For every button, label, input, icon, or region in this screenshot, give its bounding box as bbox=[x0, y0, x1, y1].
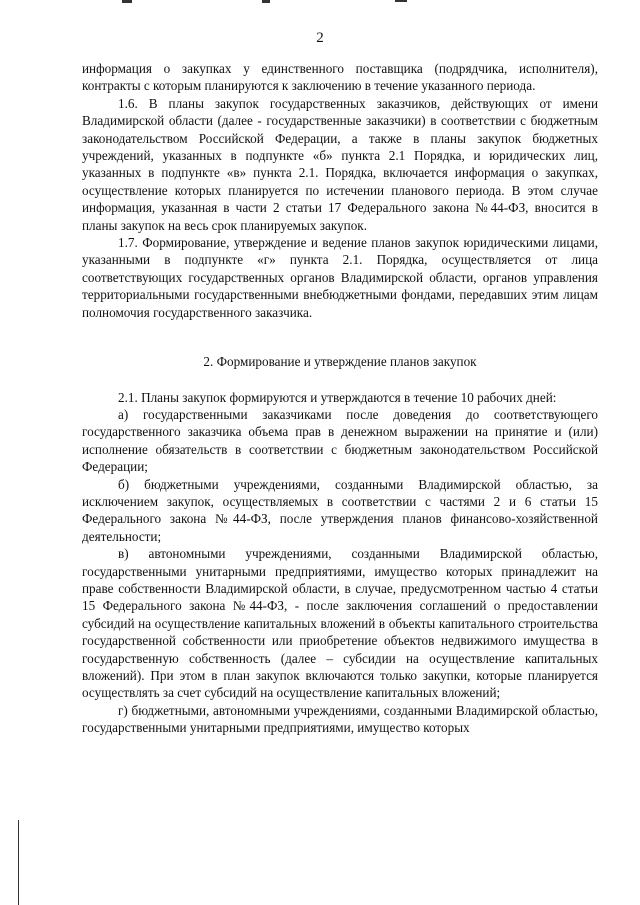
paragraph: 2.1. Планы закупок формируются и утверждаются в течение 10 рабочих дней: bbox=[118, 389, 557, 405]
section-heading: 2. Формирование и утверждение планов закупок bbox=[203, 354, 477, 370]
paragraph: 1.6. В планы закупок государственных заказчиков, действующих от имени Владимирской области (далее - государственные заказчики) в соответствии с бюджетным законодательством Российской Федерации, а также в планы закупок бюджетных учреждений, указанных в подпункте «б» пункта 2.1 Порядка, и юридических лиц, указанных в подпункте «в» пункта 2.1. Порядка, включается информация о закупках, осуществление которых планируется по истечении планового периода. В этом случае информация, указанная в части 2 статьи 17 Федерального закона №44-ФЗ, вносится в планы закупок на весь срок планируемых закупок. bbox=[82, 95, 598, 233]
document-body bbox=[82, 60, 598, 737]
scan-mark-left bbox=[18, 820, 19, 905]
paragraph: б) бюджетными учреждениями, созданными Владимирской областью, за исключением закупок, осуществляемых в соответствии с частями 2 и 6 статьи 15 Федерального закона №44-ФЗ, после утверждения планов финансово-хозяйственной деятельности; bbox=[82, 476, 598, 544]
scan-mark-top bbox=[262, 0, 270, 3]
paragraph: информация о закупках у единственного поставщика (подрядчика, исполнителя), контракты с которым планируются к заключению в течение указанного периода. bbox=[82, 61, 598, 94]
scan-mark-top bbox=[122, 0, 132, 3]
page-number: 2 bbox=[316, 30, 324, 46]
paragraph: а) государственными заказчиками после доведения до соответствующего государственного заказчика объема прав в денежном выражении на принятие и (или) исполнение обязательств в соответствии с бюджетным законодательством Российской Федерации; bbox=[82, 406, 598, 475]
paragraph: г) бюджетными, автономными учреждениями, созданными Владимирской областью, государственными унитарными предприятиями, имущество которых bbox=[82, 702, 598, 736]
paragraph: 1.7. Формирование, утверждение и ведение планов закупок юридическими лицами, указанными в подпункте «г» пункта 2.1. Порядка, осуществляется от лица соответствующих государственных органов Владимирской области, органов управления территориальными государственными внебюджетными фондами, передавших этим лицам полномочия государственного заказчика. bbox=[82, 235, 598, 320]
paragraph: в) автономными учреждениями, созданными Владимирской областью, государственными унитарными предприятиями, имущество которых принадлежит на праве собственности Владимирской области, в случае, предусмотренном частью 4 статьи 15 Федерального закона №44-ФЗ, - после заключения соглашений о предоставлении субсидий на осуществление капитальных вложений в объекты капитального строительства государственной собственности или приобретение объектов недвижимого имущества в государственную собственность (далее – субсидии на осуществление капитальных вложений). При этом в план закупок включаются только закупки, которые планируется осуществлять за счет субсидий на осуществление капитальных вложений; bbox=[82, 546, 598, 701]
scan-mark-top bbox=[395, 0, 407, 2]
